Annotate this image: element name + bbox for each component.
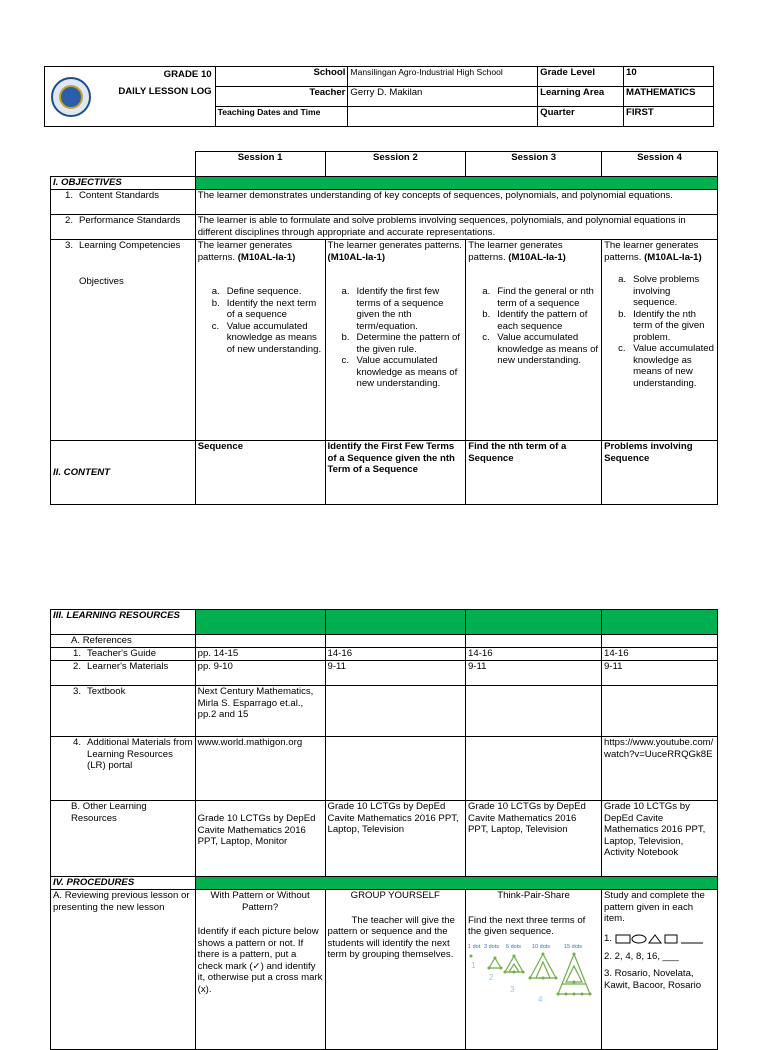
objective-item: c. Value accumulated knowledge as means of new understanding.	[211, 320, 322, 355]
procedures-green-bar	[195, 877, 717, 890]
other-s2: Grade 10 LCTGs by DepEd Cavite Mathematics 2016 PPT, Laptop, Television	[325, 801, 466, 877]
triangular-dots-figure	[468, 942, 598, 1002]
s4-item-1: 1.	[604, 933, 715, 945]
s3-text: Find the next three terms of the given sequence.	[468, 914, 586, 937]
objective-item: b. Determine the pattern of the given rule.	[341, 332, 460, 355]
additional-s2	[325, 737, 466, 801]
objectives-label: Objectives	[79, 275, 124, 287]
learners-materials-s3: 9-11	[466, 661, 602, 686]
other-s4: Grade 10 LCTGs by DepEd Cavite Mathematics 2016 PPT, Laptop, Television, Activity Notebook	[602, 801, 718, 877]
procedures-heading: IV. PROCEDURES	[51, 877, 196, 890]
session-2-objectives: The learner generates patterns. (M10AL-Ia-1) a. Identify the first few terms of a sequence given the nth term/equation. b. Determine the pattern of the given rule. c. Value accumulated knowledge as means of new understanding.	[325, 240, 466, 441]
dot-label-3: 6 dots	[506, 943, 522, 950]
resources-table	[50, 609, 718, 1050]
seq-num-2: 2	[489, 972, 494, 982]
shapes-pattern-icon	[615, 933, 705, 945]
session-3-header: Session 3	[466, 152, 602, 177]
teachers-guide-s3: 14-16	[466, 648, 602, 661]
additional-s1[interactable]: www.world.mathigon.org	[195, 737, 325, 801]
textbook-s4	[602, 686, 718, 737]
performance-standards-label: 2. Performance Standards	[51, 215, 196, 240]
other-s1: Grade 10 LCTGs by DepEd Cavite Mathematics 2016 PPT, Laptop, Monitor	[195, 801, 325, 877]
procedure-s1	[195, 890, 325, 1050]
session-1-header: Session 1	[195, 152, 325, 177]
seq-num-3: 3	[510, 984, 515, 994]
grade-label: GRADE 10	[163, 69, 212, 80]
header-logo-cell	[45, 67, 216, 127]
learning-area-value: MATHEMATICS	[624, 87, 714, 107]
references-label: A. References	[51, 635, 196, 648]
corner-empty	[51, 152, 196, 177]
seq-num-4: 4	[538, 994, 543, 1002]
resources-heading: III. LEARNING RESOURCES	[51, 610, 196, 635]
header-table	[44, 66, 714, 127]
other-resources-label: B. Other Learning Resources	[51, 801, 196, 877]
dot-label-4: 10 dots	[532, 943, 551, 950]
objective-item: b. Identify the next term of a sequence	[211, 297, 317, 320]
s4-item-3: 3. Rosario, Novelata, Kawit, Bacoor, Rosario	[604, 968, 702, 991]
objective-item: a. Solve problems involving sequence.	[618, 274, 700, 308]
content-heading: II. CONTENT	[51, 441, 196, 505]
learners-materials-label: 2. Learner's Materials	[51, 661, 196, 686]
objectives-table	[50, 151, 718, 505]
s3-title: Think-Pair-Share	[497, 890, 570, 901]
session-4-header: Session 4	[602, 152, 718, 177]
quarter-label: Quarter	[538, 107, 624, 127]
content-topic-1: Sequence	[195, 441, 325, 505]
school-value: Mansilingan Agro-Industrial High School	[348, 67, 538, 87]
dot-label-2: 3 dots	[484, 943, 500, 950]
competencies-label: 3. Learning Competencies Objectives	[51, 240, 196, 441]
learning-area-label: Learning Area	[538, 87, 624, 107]
resources-green-2	[325, 610, 466, 635]
content-standards-label: 1. Content Standards	[51, 190, 196, 215]
procedure-s3	[466, 890, 602, 1050]
other-s3: Grade 10 LCTGs by DepEd Cavite Mathematics 2016 PPT, Laptop, Television	[466, 801, 602, 877]
textbook-label: 3. Textbook	[51, 686, 196, 737]
learners-materials-s4: 9-11	[602, 661, 718, 686]
dates-label: Teaching Dates and Time	[215, 107, 348, 127]
objectives-green-bar	[195, 177, 717, 190]
s2-title: GROUP YOURSELF	[350, 890, 440, 901]
grade-level-label: Grade Level	[538, 67, 624, 87]
quarter-value: FIRST	[624, 107, 714, 127]
procedure-s4	[602, 890, 718, 1050]
school-label: School	[215, 67, 348, 87]
s1-text: Identify if each picture below shows a pattern or not. If there is a pattern, put a check mark (✓) and identify it, otherwise put a cross mark (x).	[197, 926, 323, 995]
objective-item: b. Identify the nth term of the given problem.	[618, 308, 705, 343]
content-standards-text: The learner demonstrates understanding of key concepts of sequences, polynomials, and polynomial equations.	[195, 190, 717, 215]
s4-text: Study and complete the pattern given in each item.	[604, 890, 705, 924]
review-label: A. Reviewing previous lesson or presenting the new lesson	[51, 890, 196, 1050]
dot-label-5: 15 dots	[564, 943, 583, 950]
additional-s4[interactable]: https://www.youtube.com/watch?v=UuceRRQGk8E	[602, 737, 718, 801]
s1-title: With Pattern or Without Pattern?	[210, 890, 310, 913]
objective-item: a. Identify the first few terms of a sequence given the nth term/equation.	[341, 286, 444, 332]
objective-item: c. Value accumulated knowledge as means of new understanding.	[341, 355, 458, 389]
objective-item: c. Value accumulated knowledge as means of new understanding.	[482, 332, 599, 366]
dates-value	[348, 107, 538, 127]
additional-s3	[466, 737, 602, 801]
textbook-s1: Next Century Mathematics, Mirla S. Esparrago et.al., pp.2 and 15	[195, 686, 325, 737]
performance-standards-text: The learner is able to formulate and solve problems involving sequences, polynomials, and polynomial equations in different disciplines through appropriate and accurate representations.	[195, 215, 717, 240]
session-1-objectives: The learner generates patterns. (M10AL-Ia-1) a. Define sequence. b. Identify the next term of a sequence c. Value accumulated knowledge as means of new understanding.	[195, 240, 325, 441]
textbook-s3	[466, 686, 602, 737]
teachers-guide-label: 1. Teacher's Guide	[51, 648, 196, 661]
grade-level-value: 10	[624, 67, 714, 87]
teacher-value: Gerry D. Makilan	[348, 87, 538, 107]
procedure-s2	[325, 890, 466, 1050]
learners-materials-s1: pp. 9-10	[195, 661, 325, 686]
objective-item: a. Define sequence.	[211, 286, 302, 297]
session-4-objectives: The learner generates patterns. (M10AL-Ia-1) a. Solve problems involving sequence. b. Identify the nth term of the given problem. c. Value accumulated knowledge as means of new understanding.	[602, 240, 718, 441]
seq-num-1: 1	[471, 960, 476, 970]
s4-item-2: 2. 2, 4, 8, 16, ___	[604, 950, 679, 962]
content-topic-3: Find the nth term of a Sequence	[466, 441, 602, 505]
resources-green-1	[195, 610, 325, 635]
deped-seal	[51, 77, 91, 117]
teachers-guide-s1: pp. 14-15	[195, 648, 325, 661]
teacher-label: Teacher	[215, 87, 348, 107]
content-topic-2: Identify the First Few Terms of a Sequence given the nth Term of a Sequence	[325, 441, 466, 505]
objective-item: c. Value accumulated knowledge as means of new understanding.	[618, 343, 714, 389]
session-2-header: Session 2	[325, 152, 466, 177]
teachers-guide-s2: 14-16	[325, 648, 466, 661]
teachers-guide-s4: 14-16	[602, 648, 718, 661]
s2-text: The teacher will give the pattern or sequence and the students will identify the next term by grouping themselves.	[327, 914, 455, 960]
resources-green-3	[466, 610, 602, 635]
objectives-heading: I. OBJECTIVES	[51, 177, 196, 190]
objective-item: b. Identify the pattern of each sequence	[482, 309, 588, 332]
learners-materials-s2: 9-11	[325, 661, 466, 686]
dot-label-1: 1 dot	[468, 943, 481, 950]
content-topic-4: Problems involving Sequence	[602, 441, 718, 505]
textbook-s2	[325, 686, 466, 737]
log-title: DAILY LESSON LOG	[118, 86, 212, 97]
session-3-objectives: The learner generates patterns. (M10AL-Ia-1) a. Find the general or nth term of a sequence b. Identify the pattern of each sequence c. Value accumulated knowledge as means of new understanding.	[466, 240, 602, 441]
additional-materials-label: 4. Additional Materials from Learning Resources (LR) portal	[51, 737, 196, 801]
objective-item: a. Find the general or nth term of a sequence	[482, 286, 594, 309]
resources-green-4	[602, 610, 718, 635]
